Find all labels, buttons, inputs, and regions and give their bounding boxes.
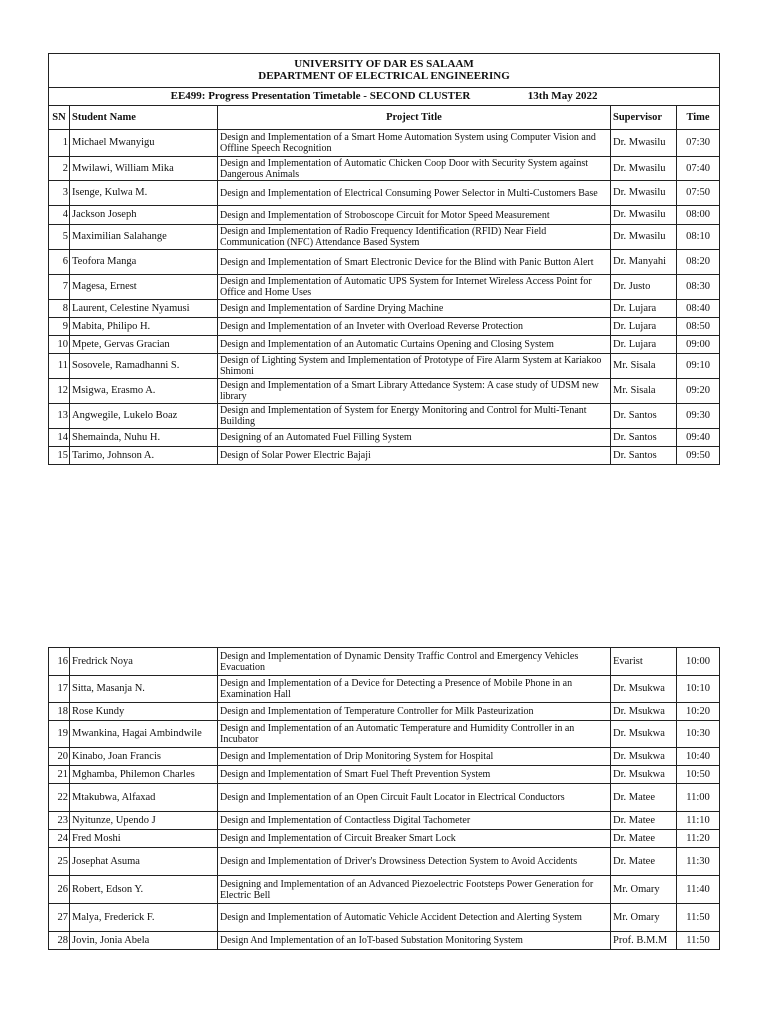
row-time: 08:50 [677, 318, 720, 336]
row-supervisor: Dr. Lujara [611, 336, 677, 354]
row-student-name: Angwegile, Lukelo Boaz [70, 404, 218, 429]
table-row [49, 336, 720, 354]
row-student-name: Malya, Frederick F. [70, 904, 218, 932]
row-student-name: Tarimo, Johnson A. [70, 447, 218, 465]
table-row [49, 318, 720, 336]
row-project-title: Design and Implementation of an Automatic Temperature and Humidity Controller in an Incubator [218, 721, 611, 748]
table-row [49, 932, 720, 950]
row-time: 10:20 [677, 703, 720, 721]
row-sn: 17 [49, 676, 70, 703]
row-sn: 15 [49, 447, 70, 465]
row-sn: 11 [49, 354, 70, 379]
row-project-title: Designing of an Automated Fuel Filling System [218, 429, 611, 447]
course-header [49, 88, 720, 106]
table-row [49, 354, 720, 379]
row-time: 11:40 [677, 876, 720, 904]
row-project-title: Design and Implementation of Electrical Consuming Power Selector in Multi-Customers Base [218, 181, 611, 206]
row-time: 09:00 [677, 336, 720, 354]
presentation-date: 13th May 2022 [527, 89, 598, 102]
row-project-title: Design and Implementation of Automatic Vehicle Accident Detection and Alerting System [218, 904, 611, 932]
row-supervisor: Dr. Matee [611, 812, 677, 830]
table-row [49, 766, 720, 784]
table-row [49, 784, 720, 812]
row-project-title: Design and Implementation of Sardine Drying Machine [218, 300, 611, 318]
row-supervisor: Dr. Justo [611, 275, 677, 300]
row-supervisor: Mr. Omary [611, 876, 677, 904]
row-sn: 5 [49, 225, 70, 250]
table-row [49, 721, 720, 748]
subtitle-row [49, 88, 720, 106]
row-supervisor: Dr. Msukwa [611, 766, 677, 784]
table-row [49, 748, 720, 766]
row-sn: 27 [49, 904, 70, 932]
row-supervisor: Prof. B.M.M [611, 932, 677, 950]
row-student-name: Sitta, Masanja N. [70, 676, 218, 703]
row-time: 08:40 [677, 300, 720, 318]
table-row [49, 250, 720, 275]
row-time: 11:10 [677, 812, 720, 830]
row-student-name: Mghamba, Philemon Charles [70, 766, 218, 784]
row-student-name: Fred Moshi [70, 830, 218, 848]
row-supervisor: Dr. Matee [611, 784, 677, 812]
row-time: 08:30 [677, 275, 720, 300]
department-name: DEPARTMENT OF ELECTRICAL ENGINEERING [258, 69, 510, 82]
row-student-name: Robert, Edson Y. [70, 876, 218, 904]
column-student-name: Student Name [70, 106, 218, 130]
row-student-name: Isenge, Kulwa M. [70, 181, 218, 206]
row-time: 08:00 [677, 206, 720, 225]
row-supervisor: Dr. Lujara [611, 318, 677, 336]
row-project-title: Design and Implementation of Automatic UPS System for Internet Wireless Access Point for Office and Home Uses [218, 275, 611, 300]
row-project-title: Design and Implementation of System for Energy Monitoring and Control for Multi-Tenant Building [218, 404, 611, 429]
row-student-name: Mpete, Gervas Gracian [70, 336, 218, 354]
course-line: EE499: Progress Presentation Timetable - SECOND CLUSTER [170, 89, 471, 102]
row-time: 07:30 [677, 130, 720, 157]
table-row [49, 830, 720, 848]
row-student-name: Fredrick Noya [70, 648, 218, 676]
row-project-title: Design and Implementation of Stroboscope Circuit for Motor Speed Measurement [218, 206, 611, 225]
row-sn: 26 [49, 876, 70, 904]
table-row [49, 157, 720, 181]
row-supervisor: Dr. Matee [611, 830, 677, 848]
row-student-name: Magesa, Ernest [70, 275, 218, 300]
row-sn: 16 [49, 648, 70, 676]
row-project-title: Design and Implementation of Circuit Breaker Smart Lock [218, 830, 611, 848]
row-student-name: Teofora Manga [70, 250, 218, 275]
row-project-title: Design and Implementation of a Smart Home Automation System using Computer Vision and Offline Speech Recognition [218, 130, 611, 157]
row-supervisor: Dr. Mwasilu [611, 130, 677, 157]
rows-part-1 [49, 130, 720, 465]
rows-part-2 [49, 648, 720, 950]
row-project-title: Design and Implementation of an Open Circuit Fault Locator in Electrical Conductors [218, 784, 611, 812]
row-time: 10:40 [677, 748, 720, 766]
column-supervisor: Supervisor [611, 106, 677, 130]
table-row [49, 447, 720, 465]
row-supervisor: Dr. Manyahi [611, 250, 677, 275]
row-student-name: Josephat Asuma [70, 848, 218, 876]
column-project-title: Project Title [218, 106, 611, 130]
row-time: 08:20 [677, 250, 720, 275]
table-row [49, 225, 720, 250]
row-sn: 25 [49, 848, 70, 876]
row-sn: 14 [49, 429, 70, 447]
row-sn: 9 [49, 318, 70, 336]
table-row [49, 275, 720, 300]
row-time: 09:20 [677, 379, 720, 404]
row-project-title: Designing and Implementation of an Advanced Piezoelectric Footsteps Power Generation for Electric Bell [218, 876, 611, 904]
row-student-name: Maximilian Salahange [70, 225, 218, 250]
row-supervisor: Dr. Matee [611, 848, 677, 876]
table-row [49, 904, 720, 932]
row-sn: 19 [49, 721, 70, 748]
row-project-title: Design and Implementation of Smart Fuel Theft Prevention System [218, 766, 611, 784]
row-sn: 13 [49, 404, 70, 429]
table-row [49, 429, 720, 447]
table-row [49, 300, 720, 318]
university-name: UNIVERSITY OF DAR ES SALAAM [294, 58, 474, 70]
row-time: 11:50 [677, 904, 720, 932]
row-student-name: Msigwa, Erasmo A. [70, 379, 218, 404]
row-time: 11:00 [677, 784, 720, 812]
row-sn: 22 [49, 784, 70, 812]
table-row [49, 703, 720, 721]
row-supervisor: Dr. Mwasilu [611, 181, 677, 206]
row-sn: 24 [49, 830, 70, 848]
row-student-name: Mwankina, Hagai Ambindwile [70, 721, 218, 748]
table-row [49, 181, 720, 206]
row-student-name: Mabita, Philipo H. [70, 318, 218, 336]
row-student-name: Kinabo, Joan Francis [70, 748, 218, 766]
table-row [49, 876, 720, 904]
table-row [49, 404, 720, 429]
row-project-title: Design and Implementation of Driver's Drowsiness Detection System to Avoid Accidents [218, 848, 611, 876]
row-sn: 28 [49, 932, 70, 950]
row-project-title: Design And Implementation of an IoT-based Substation Monitoring System [218, 932, 611, 950]
row-time: 07:50 [677, 181, 720, 206]
table-row [49, 848, 720, 876]
column-headers [49, 106, 720, 130]
row-project-title: Design and Implementation of a Device for Detecting a Presence of Mobile Phone in an Examination Hall [218, 676, 611, 703]
row-student-name: Rose Kundy [70, 703, 218, 721]
row-time: 09:40 [677, 429, 720, 447]
row-student-name: Shemainda, Nuhu H. [70, 429, 218, 447]
row-student-name: Jackson Joseph [70, 206, 218, 225]
row-supervisor: Dr. Mwasilu [611, 206, 677, 225]
timetable-part-2 [48, 647, 720, 950]
row-student-name: Jovin, Jonia Abela [70, 932, 218, 950]
row-sn: 1 [49, 130, 70, 157]
row-project-title: Design and Implementation of Radio Frequency Identification (RFID) Near Field Communication (NFC) Attendance Based System [218, 225, 611, 250]
row-project-title: Design and Implementation of an Inveter with Overload Reverse Protection [218, 318, 611, 336]
table-row [49, 130, 720, 157]
table-row [49, 648, 720, 676]
row-student-name: Laurent, Celestine Nyamusi [70, 300, 218, 318]
table-row [49, 379, 720, 404]
row-time: 10:50 [677, 766, 720, 784]
row-time: 08:10 [677, 225, 720, 250]
row-project-title: Design of Solar Power Electric Bajaji [218, 447, 611, 465]
row-project-title: Design and Implementation of a Smart Library Attedance System: A case study of UDSM new library [218, 379, 611, 404]
table-row [49, 676, 720, 703]
row-supervisor: Dr. Msukwa [611, 748, 677, 766]
row-supervisor: Dr. Santos [611, 429, 677, 447]
row-sn: 12 [49, 379, 70, 404]
row-project-title: Design and Implementation of Smart Electronic Device for the Blind with Panic Button Alert [218, 250, 611, 275]
row-project-title: Design of Lighting System and Implementation of Prototype of Fire Alarm System at Kariakoo Shimoni [218, 354, 611, 379]
row-student-name: Nyitunze, Upendo J [70, 812, 218, 830]
table-row [49, 812, 720, 830]
row-time: 11:20 [677, 830, 720, 848]
row-sn: 18 [49, 703, 70, 721]
row-time: 10:10 [677, 676, 720, 703]
row-sn: 7 [49, 275, 70, 300]
row-time: 11:50 [677, 932, 720, 950]
row-sn: 10 [49, 336, 70, 354]
row-supervisor: Dr. Lujara [611, 300, 677, 318]
row-supervisor: Evarist [611, 648, 677, 676]
row-supervisor: Dr. Msukwa [611, 703, 677, 721]
column-time: Time [677, 106, 720, 130]
row-sn: 21 [49, 766, 70, 784]
row-project-title: Design and Implementation of an Automatic Curtains Opening and Closing System [218, 336, 611, 354]
row-supervisor: Dr. Santos [611, 404, 677, 429]
row-sn: 4 [49, 206, 70, 225]
table-row [49, 206, 720, 225]
row-time: 07:40 [677, 157, 720, 181]
row-project-title: Design and Implementation of Drip Monitoring System for Hospital [218, 748, 611, 766]
row-supervisor: Dr. Mwasilu [611, 225, 677, 250]
title-row [49, 54, 720, 88]
timetable-part-1 [48, 53, 720, 465]
row-sn: 3 [49, 181, 70, 206]
institution-header [49, 54, 720, 88]
row-supervisor: Mr. Sisala [611, 379, 677, 404]
row-time: 10:00 [677, 648, 720, 676]
row-project-title: Design and Implementation of Automatic Chicken Coop Door with Security System against Dangerous Animals [218, 157, 611, 181]
row-sn: 23 [49, 812, 70, 830]
row-sn: 20 [49, 748, 70, 766]
row-time: 10:30 [677, 721, 720, 748]
row-project-title: Design and Implementation of Temperature Controller for Milk Pasteurization [218, 703, 611, 721]
row-sn: 8 [49, 300, 70, 318]
row-time: 09:50 [677, 447, 720, 465]
row-supervisor: Dr. Msukwa [611, 721, 677, 748]
column-sn: SN [49, 106, 70, 130]
row-project-title: Design and Implementation of Dynamic Density Traffic Control and Emergency Vehicles Evacuation [218, 648, 611, 676]
row-time: 09:30 [677, 404, 720, 429]
row-supervisor: Dr. Mwasilu [611, 157, 677, 181]
row-student-name: Mwilawi, William Mika [70, 157, 218, 181]
row-time: 11:30 [677, 848, 720, 876]
row-supervisor: Mr. Sisala [611, 354, 677, 379]
row-supervisor: Dr. Santos [611, 447, 677, 465]
row-time: 09:10 [677, 354, 720, 379]
row-supervisor: Mr. Omary [611, 904, 677, 932]
row-student-name: Michael Mwanyigu [70, 130, 218, 157]
row-student-name: Mtakubwa, Alfaxad [70, 784, 218, 812]
row-supervisor: Dr. Msukwa [611, 676, 677, 703]
row-project-title: Design and Implementation of Contactless Digital Tachometer [218, 812, 611, 830]
row-student-name: Sosovele, Ramadhanni S. [70, 354, 218, 379]
row-sn: 2 [49, 157, 70, 181]
row-sn: 6 [49, 250, 70, 275]
